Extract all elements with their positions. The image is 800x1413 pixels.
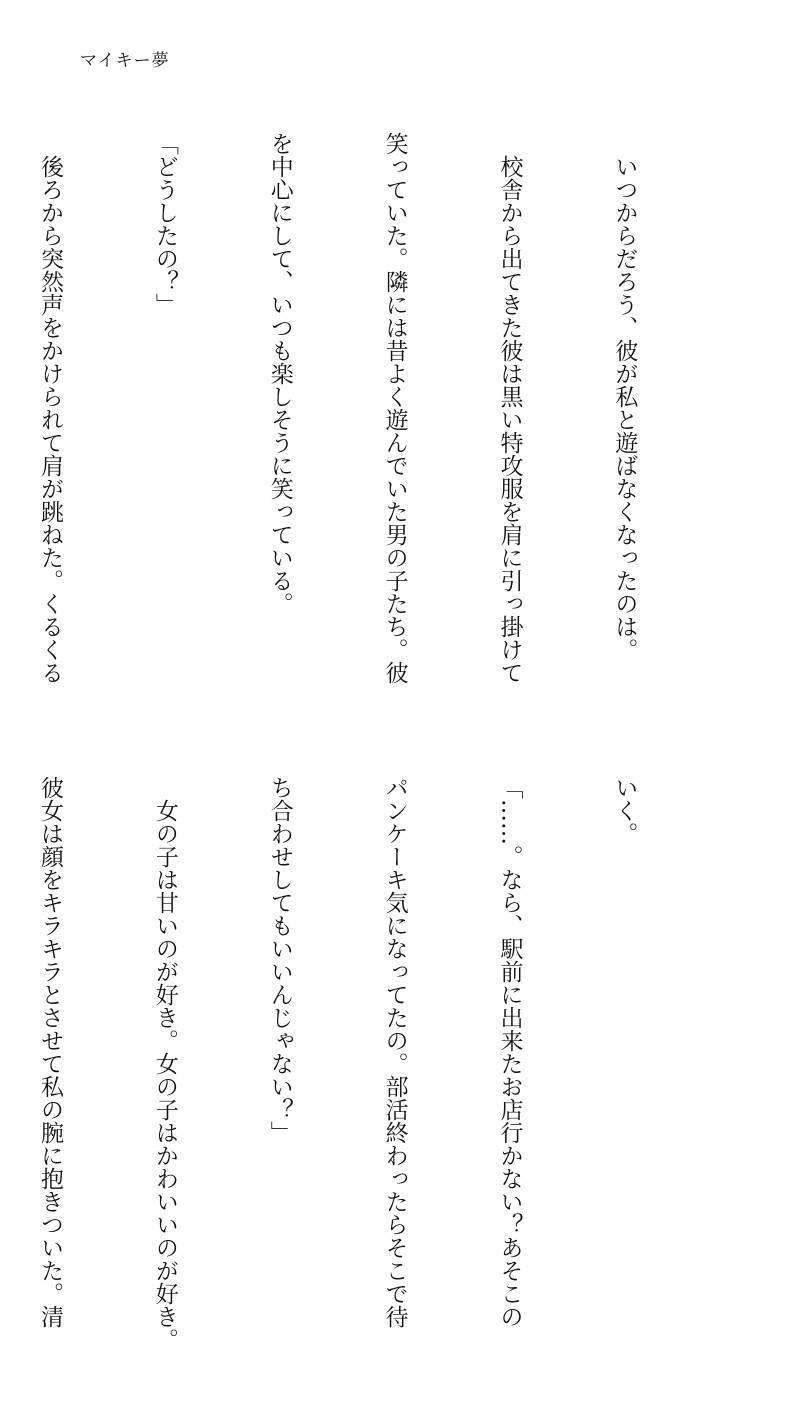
text-line: を中心にして、いつも楽しそうに笑っている。 (266, 132, 293, 615)
text-line: 笑っていた。隣には昔よく遊んでいた男の子たち。彼 (381, 132, 408, 684)
text-line: いつからだろう、彼が私と遊ばなくなったのは。 (611, 132, 638, 661)
text-line: 「……。なら、駅前に出来たお店行かない？あそこの (496, 776, 523, 1328)
text-line: 後ろから突然声をかけられて肩が跳ねた。くるくる (36, 132, 63, 684)
text-line: 「どうしたの？」 (151, 132, 178, 316)
text-line: 校舎から出てきた彼は黒い特攻服を肩に引っ掛けて (496, 132, 523, 684)
text-line: いく。 (611, 776, 638, 845)
text-section-2 (0, 776, 720, 1351)
page-header-title: マイキー夢 (80, 51, 170, 71)
text-line: パンケーキ気になってたの。部活終わったらそこで待 (381, 776, 408, 1328)
text-line: 彼女は顔をキラキラとさせて私の腕に抱きついた。清 (36, 776, 63, 1328)
text-section-1 (0, 132, 720, 692)
text-line: 女の子は甘いのが好き。女の子はかわいいのが好き。 (151, 776, 178, 1351)
text-line: ち合わせしてもいいんじゃない？」 (266, 776, 293, 1144)
